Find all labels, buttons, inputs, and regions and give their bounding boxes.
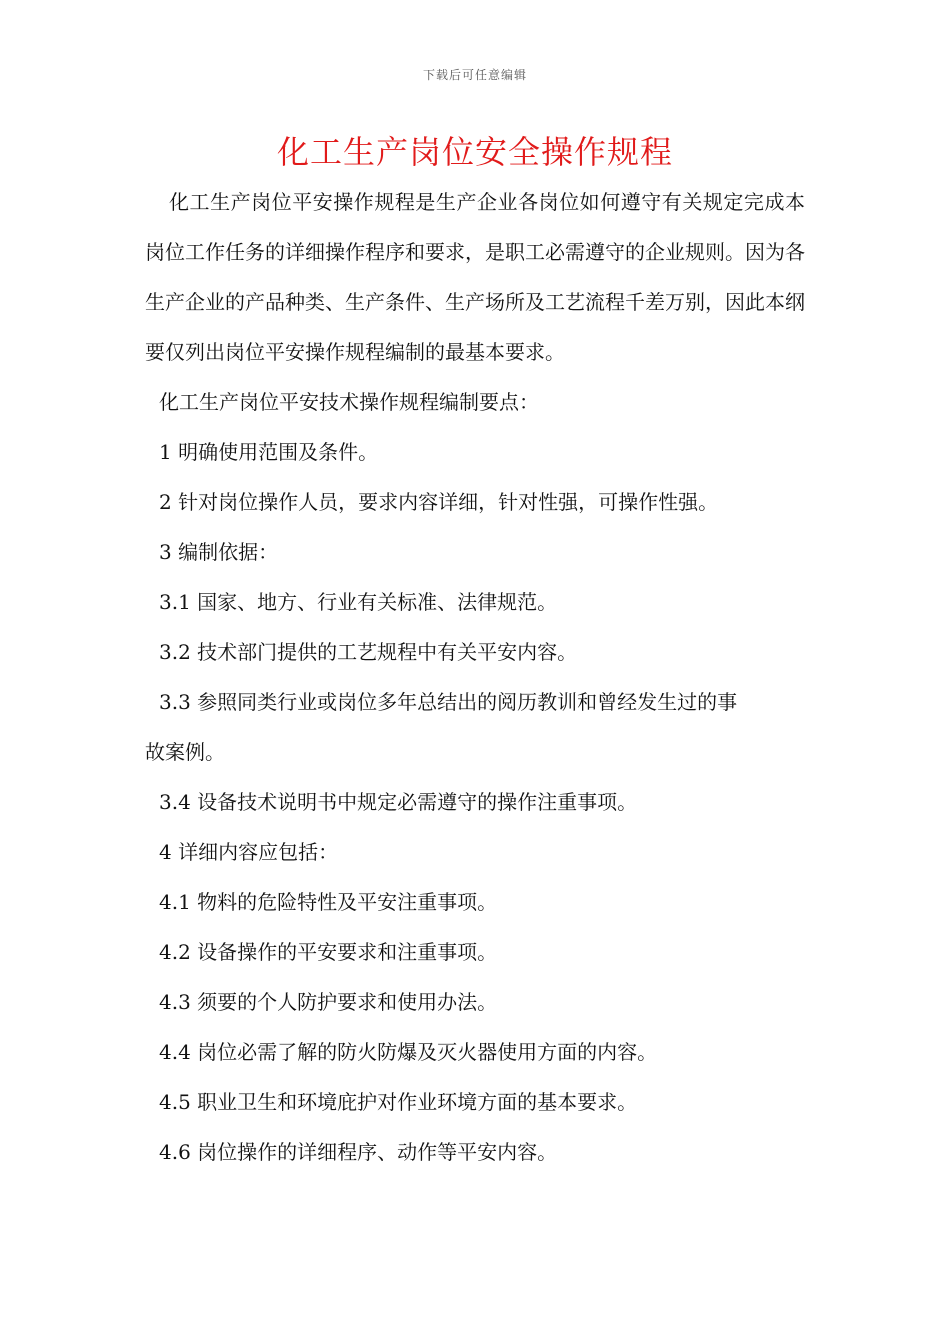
list-item: 4.5 职业卫生和环境庇护对作业环境方面的基本要求。 [159, 1090, 638, 1114]
list-item: 4 详细内容应包括： [159, 840, 339, 864]
list-item: 3 编制依据： [159, 540, 279, 564]
list-item: 4.4 岗位必需了解的防火防爆及灭火器使用方面的内容。 [159, 1040, 658, 1064]
list-item: 4.3 须要的个人防护要求和使用办法。 [159, 990, 498, 1014]
section-heading: 化工生产岗位平安技术操作规程编制要点： [159, 390, 539, 414]
list-item: 4.1 物料的危险特性及平安注重事项。 [159, 890, 498, 914]
list-item: 3.2 技术部门提供的工艺规程中有关平安内容。 [159, 640, 578, 664]
document-body [145, 177, 805, 1177]
list-item: 4.2 设备操作的平安要求和注重事项。 [159, 940, 498, 964]
list-item: 4.6 岗位操作的详细程序、动作等平安内容。 [159, 1140, 558, 1164]
list-item: 3.4 设备技术说明书中规定必需遵守的操作注重事项。 [159, 790, 638, 814]
header-note: 下载后可任意编辑 [422, 68, 527, 82]
intro-paragraph: 化工生产岗位平安操作规程是生产企业各岗位如何遵守有关规定完成本岗位工作任务的详细操作程序和要求，是职工必需遵守的企业规则。因为各生产企业的产品种类、生产条件、生产场所及工艺流程千差万别，因此本纲要仅列出岗位平安操作规程编制的最基本要求。 [145, 190, 805, 364]
list-item-3-3 [145, 677, 805, 777]
list-item: 3.1 国家、地方、行业有关标准、法律规范。 [159, 590, 558, 614]
list-item-3-3-continuation: 故案例。 [145, 740, 225, 764]
list-item: 2 针对岗位操作人员，要求内容详细，针对性强，可操作性强。 [159, 490, 719, 514]
list-item: 1 明确使用范围及条件。 [159, 440, 379, 464]
document-title: 化工生产岗位安全操作规程 [276, 133, 673, 171]
list-item-3-3-first-line: 3.3 参照同类行业或岗位多年总结出的阅历教训和曾经发生过的事 [159, 690, 738, 714]
